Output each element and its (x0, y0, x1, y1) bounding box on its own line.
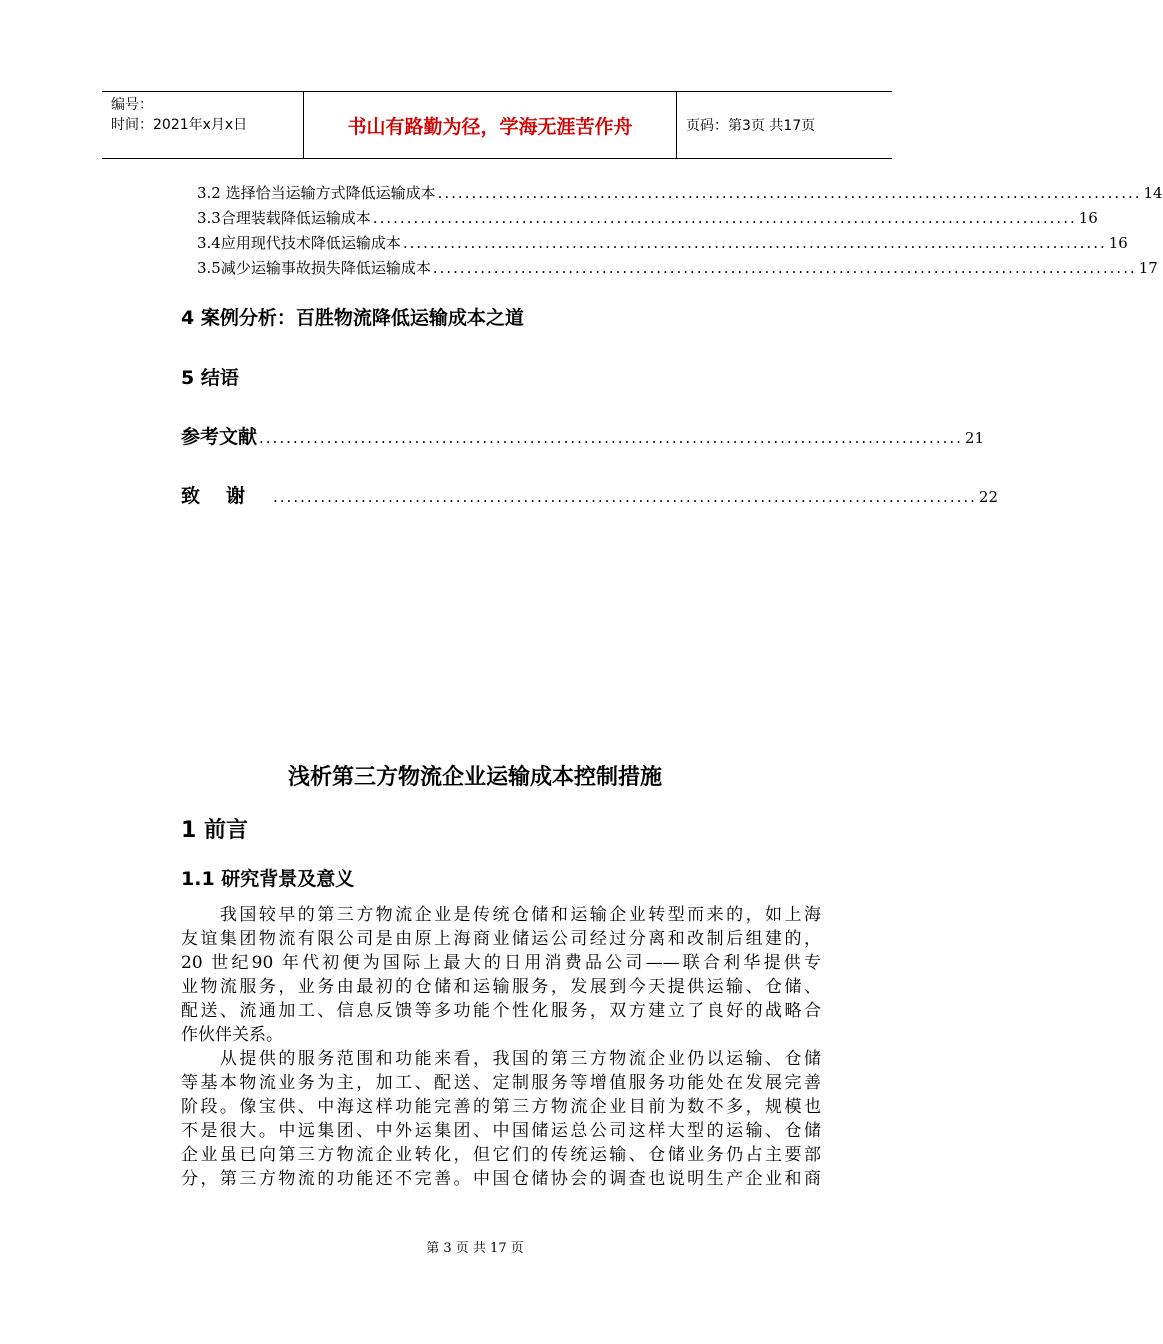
toc-chapter-4: 4 案例分析：百胜物流降低运输成本之道 (181, 307, 524, 329)
body-line: 20 世纪90 年代初便为国际上最大的日用消费品公司——联合利华提供专 (181, 953, 821, 973)
article-title: 浅析第三方物流企业运输成本控制措施 (287, 765, 662, 790)
body-line: 业物流服务，业务由最初的仓储和运输服务，发展到今天提供运输、仓储、 (181, 977, 821, 997)
body-line: 友谊集团物流有限公司是由原上海商业储运公司经过分离和改制后组建的， (181, 929, 821, 949)
toc-thanks-label: 致谢 (181, 485, 272, 507)
toc-leader: ........................................................................................................ (432, 259, 1137, 277)
toc-leader: ........................................................................................................ (259, 429, 963, 447)
toc-thanks (181, 481, 998, 509)
toc-item-label: 3.2 选择恰当运输方式降低运输成本 (197, 184, 436, 202)
subsection-heading: 1.1 研究背景及意义 (181, 868, 355, 890)
toc-item (197, 257, 1158, 281)
toc-item-page: 14 (1143, 184, 1163, 202)
page-footer: 第 3 页 共 17 页 (426, 1241, 524, 1256)
toc-item (197, 207, 1098, 231)
body-line: 等基本物流业务为主，加工、配送、定制服务等增值服务功能处在发展完善 (181, 1073, 821, 1093)
body-line: 企业虽已向第三方物流企业转化，但它们的传统运输、仓储业务仍占主要部 (181, 1145, 821, 1165)
toc-item-label: 3.5减少运输事故损失降低运输成本 (197, 259, 431, 277)
section-heading: 1 前言 (181, 818, 248, 843)
toc-thanks-page: 22 (978, 488, 998, 506)
toc-item-page: 17 (1138, 259, 1158, 277)
toc-item (197, 182, 1163, 206)
toc-item-page: 16 (1108, 234, 1128, 252)
toc-leader: ........................................................................................................ (372, 209, 1077, 227)
time-label: 时间：2021年x月x日 (111, 117, 248, 133)
page-header (102, 91, 892, 159)
body-line: 不是很大。中远集团、中外运集团、中国储运总公司这样大型的运输、仓储 (181, 1121, 821, 1141)
body-line: 配送、流通加工、信息反馈等多功能个性化服务，双方建立了良好的战略合 (181, 1001, 821, 1021)
body-line: 分，第三方物流的功能还不完善。中国仓储协会的调查也说明生产企业和商 (181, 1169, 821, 1189)
serial-label: 编号： (111, 97, 153, 113)
toc-item-label: 3.4应用现代技术降低运输成本 (197, 234, 401, 252)
body-line: 阶段。像宝供、中海这样功能完善的第三方物流企业目前为数不多，规模也 (181, 1097, 821, 1117)
body-line: 我国较早的第三方物流企业是传统仓储和运输企业转型而来的，如上海 (181, 905, 821, 925)
toc-leader: ........................................................................................................ (273, 488, 977, 506)
header-meta (102, 92, 303, 158)
header-motto: 书山有路勤为径，学海无涯苦作舟 (303, 92, 677, 158)
toc-item (197, 232, 1128, 256)
body-line: 作伙伴关系。 (181, 1025, 283, 1045)
toc-references-label: 参考文献 (181, 426, 258, 448)
toc-item-label: 3.3合理装载降低运输成本 (197, 209, 371, 227)
toc-chapter-5: 5 结语 (181, 367, 239, 389)
toc-leader: ........................................................................................................ (437, 184, 1142, 202)
toc-leader: ........................................................................................................ (402, 234, 1107, 252)
toc-references (181, 422, 984, 450)
toc-references-page: 21 (964, 429, 984, 447)
toc-item-page: 16 (1078, 209, 1098, 227)
body-line: 从提供的服务范围和功能来看，我国的第三方物流企业仍以运输、仓储 (181, 1049, 821, 1069)
header-page-label: 页码：第3页 共17页 (686, 118, 816, 134)
